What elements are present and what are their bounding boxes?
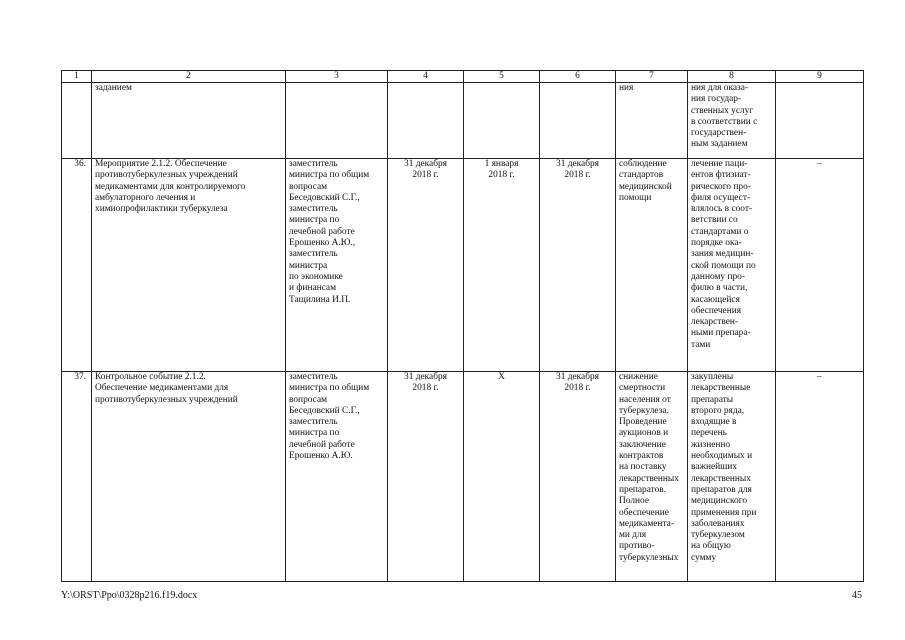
text-line: лечебной работе <box>289 226 355 237</box>
text-line: 2018 г. <box>564 170 591 181</box>
text-line: применения при <box>691 507 757 518</box>
plan-table <box>61 70 864 582</box>
text-line: заместитель <box>289 417 338 428</box>
text-line: X <box>498 372 505 382</box>
text-line: входящие в <box>691 417 737 428</box>
cell-measure <box>92 159 286 372</box>
column-number: 2 <box>92 71 286 83</box>
cell-expected-result <box>616 83 688 159</box>
text-line: лечение паци- <box>691 159 748 169</box>
text-line: в соответствии с <box>691 116 758 127</box>
text-line: лекарственных <box>691 473 751 484</box>
text-line: обеспечения <box>691 305 742 316</box>
cell-expected-result <box>616 159 688 372</box>
cell-note: – <box>776 372 864 582</box>
text-line: на общую <box>691 541 731 552</box>
cell-num <box>62 83 92 159</box>
text-line: ными препара- <box>691 328 751 339</box>
cell-end-date <box>540 83 616 159</box>
text-line: рического про- <box>691 181 751 192</box>
column-number: 7 <box>616 71 688 83</box>
text-line: 2018 г. <box>488 170 515 181</box>
text-line: стандартов <box>619 170 664 181</box>
cell-note: – <box>776 159 864 372</box>
text-line: противотуберкулезных учреждений <box>95 170 238 181</box>
text-line: амбулаторного лечения и <box>95 192 196 203</box>
text-line: ния для оказа- <box>691 83 749 93</box>
text-line: 2018 г. <box>412 383 439 394</box>
text-line: заключение <box>619 439 666 450</box>
text-line: 31 декабря <box>556 372 599 382</box>
column-number: 1 <box>62 71 92 83</box>
cell-start-date <box>464 372 540 582</box>
text-line: 31 декабря <box>556 159 599 169</box>
text-line: 31 декабря <box>404 372 447 382</box>
text-line: ской помощи по <box>691 260 756 271</box>
text-line: медицинского <box>691 496 748 507</box>
continuation-row <box>62 83 864 159</box>
text-line: Полное <box>619 496 649 507</box>
text-line: Мероприятие 2.1.2. Обеспечение <box>95 159 227 169</box>
text-line: смертности <box>619 383 666 394</box>
text-line: лечебной работе <box>289 439 355 450</box>
text-line: заместитель <box>289 204 338 215</box>
text-line: медикамента- <box>619 518 674 529</box>
cell-plan-date <box>388 372 464 582</box>
text-line: влялось в соот- <box>691 204 753 215</box>
text-line: снижение <box>619 372 658 382</box>
cell-measure <box>92 372 286 582</box>
text-line: вопросам <box>289 394 328 405</box>
cell-responsible <box>286 83 388 159</box>
text-line: стандартами о <box>691 226 749 237</box>
text-line: обеспечение <box>619 507 669 518</box>
text-line: ным заданием <box>691 139 748 150</box>
text-line: Беседовский С.Г., <box>289 192 360 203</box>
text-line: жизненно <box>691 439 731 450</box>
text-line: министра по <box>289 428 340 439</box>
text-line: заместитель <box>289 249 338 260</box>
text-line: соблюдение <box>619 159 667 169</box>
column-number: 4 <box>388 71 464 83</box>
text-line: ния <box>619 83 634 93</box>
cell-plan-date <box>388 159 464 372</box>
text-line: Обеспечение медикаментами для <box>95 383 229 394</box>
text-line: заместитель <box>289 372 338 382</box>
file-path: Y:\ORST\Ppo\0328p216.f19.docx <box>61 590 198 601</box>
text-line: перечень <box>691 428 727 439</box>
text-line: заболеваниях <box>691 518 745 529</box>
text-line: 2018 г. <box>564 383 591 394</box>
text-line: необходимых и <box>691 451 753 462</box>
cell-note <box>776 83 864 159</box>
cell-actual-result <box>688 372 776 582</box>
text-line: препаратов. <box>619 484 667 495</box>
text-line: сумму <box>691 552 717 563</box>
text-line: на поставку <box>619 462 667 473</box>
text-line: ния государ- <box>691 94 742 105</box>
text-line: туберкулеза. <box>619 405 669 416</box>
cell-start-date <box>464 159 540 372</box>
text-line: медицинской <box>619 181 672 192</box>
text-line: Контрольное событие 2.1.2. <box>95 372 206 382</box>
text-line: ми для <box>619 530 647 541</box>
text-line: министра по общим <box>289 170 370 181</box>
text-line: аукционов и <box>619 428 669 439</box>
text-line: лекарствен- <box>691 317 739 328</box>
text-line: населения от <box>619 394 671 405</box>
text-line: 31 декабря <box>404 159 447 169</box>
text-line: Ерошенко А.Ю., <box>289 238 356 249</box>
cell-end-date <box>540 372 616 582</box>
text-line: лекарственных <box>619 473 679 484</box>
text-line: тами <box>691 339 711 350</box>
cell-end-date <box>540 159 616 372</box>
cell-start-date <box>464 83 540 159</box>
text-line: заданием <box>95 83 132 93</box>
text-line: химиопрофилактики туберкулеза <box>95 204 228 215</box>
cell-actual-result <box>688 83 776 159</box>
text-line: важнейших <box>691 462 738 473</box>
text-line: медикаментами для контролируемого <box>95 181 246 192</box>
text-line: министра по <box>289 215 340 226</box>
cell-measure <box>92 83 286 159</box>
text-line: ентов фтизиат- <box>691 170 751 181</box>
row-number: 36. <box>62 159 92 372</box>
text-line: Тащилина И.П. <box>289 294 351 305</box>
text-line: 1 января <box>484 159 519 169</box>
column-number: 9 <box>776 71 864 83</box>
cell-responsible <box>286 372 388 582</box>
text-line: второго ряда, <box>691 405 745 416</box>
cell-responsible <box>286 159 388 372</box>
column-number: 6 <box>540 71 616 83</box>
text-line: ственных услуг <box>691 105 754 116</box>
text-line: Беседовский С.Г., <box>289 405 360 416</box>
cell-expected-result <box>616 372 688 582</box>
table-row <box>62 372 864 582</box>
text-line: туберкулезом <box>691 530 745 541</box>
text-line: помощи <box>619 192 652 203</box>
text-line: данному про- <box>691 271 745 282</box>
text-line: филю в части, <box>691 283 748 294</box>
cell-plan-date <box>388 83 464 159</box>
text-line: порядке ока- <box>691 238 742 249</box>
cell-actual-result <box>688 159 776 372</box>
text-line: государствен- <box>691 128 747 139</box>
text-line: ветствии со <box>691 215 738 226</box>
text-line: Ерошенко А.Ю. <box>289 451 353 462</box>
text-line: касающейся <box>691 294 740 305</box>
text-line: контрактов <box>619 451 664 462</box>
row-number: 37. <box>62 372 92 582</box>
text-line: препараты <box>691 394 734 405</box>
text-line: противо- <box>619 541 655 552</box>
text-line: противотуберкулезных учреждений <box>95 394 238 405</box>
text-line: вопросам <box>289 181 328 192</box>
text-line: министра по общим <box>289 383 370 394</box>
text-line: препаратов для <box>691 484 752 495</box>
text-line: зания медицин- <box>691 249 754 260</box>
text-line: лекарственные <box>691 383 751 394</box>
text-line: заместитель <box>289 159 338 169</box>
text-line: министра <box>289 260 328 271</box>
column-number-row <box>62 71 864 83</box>
text-line: Проведение <box>619 417 667 428</box>
page-number: 45 <box>852 590 862 601</box>
text-line: закуплены <box>691 372 734 382</box>
column-number: 3 <box>286 71 388 83</box>
table-row <box>62 159 864 372</box>
text-line: 2018 г. <box>412 170 439 181</box>
text-line: по экономике <box>289 271 343 282</box>
text-line: и финансам <box>289 283 337 294</box>
text-line: филя осущест- <box>691 192 751 203</box>
column-number: 8 <box>688 71 776 83</box>
column-number: 5 <box>464 71 540 83</box>
text-line: туберкулезных <box>619 552 679 563</box>
